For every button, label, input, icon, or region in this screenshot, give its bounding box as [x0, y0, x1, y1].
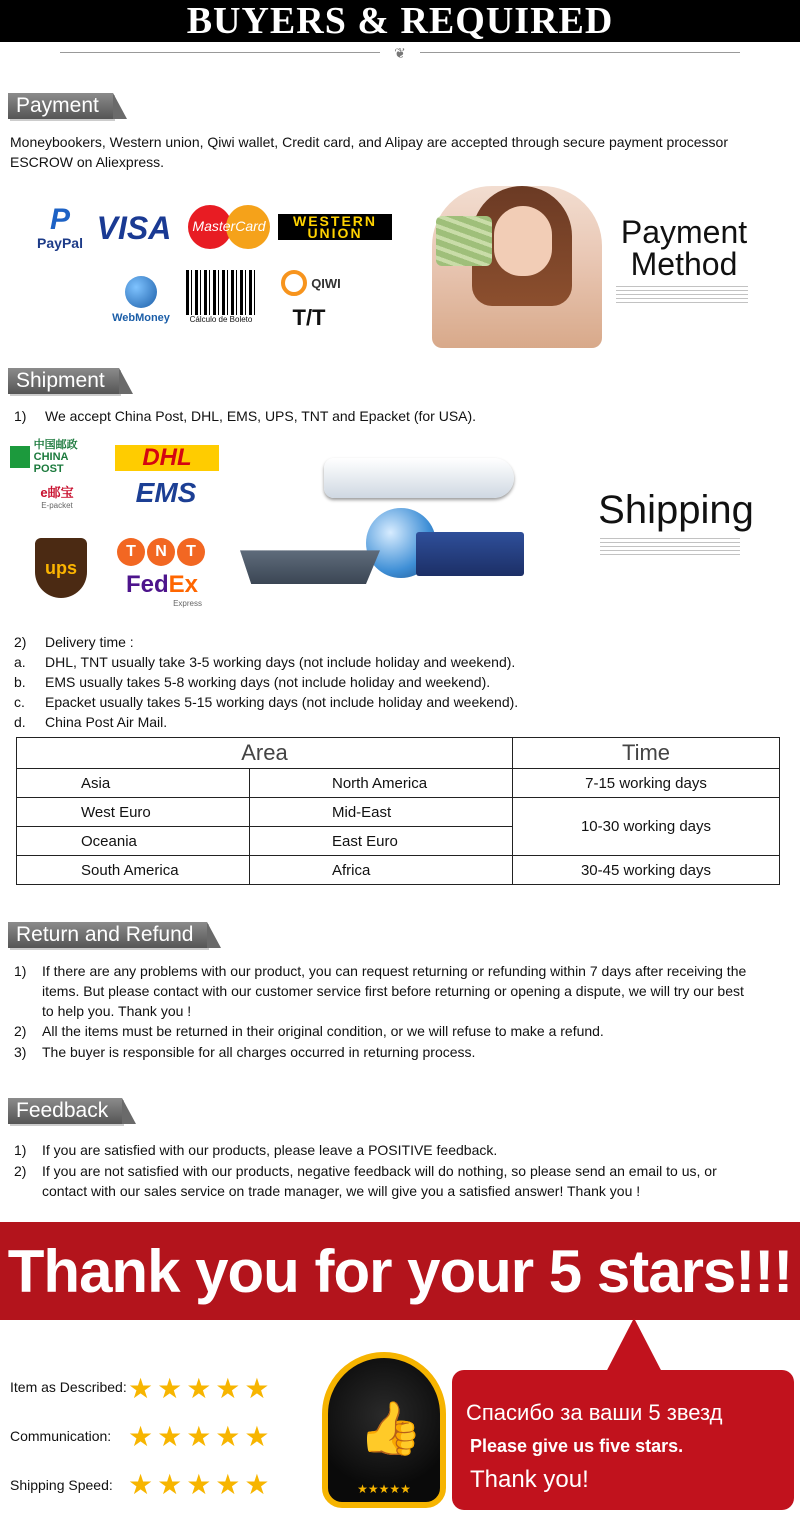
payment-text-line2: ESCROW on Aliexpress.	[10, 154, 165, 170]
refund-item-num: 1)	[14, 963, 27, 979]
refund-item-text: All the items must be returned in their original condition, or we will refuse to make a refund.	[42, 1023, 604, 1039]
feedback-item-num: 2)	[14, 1163, 27, 1179]
rating-label-communication: Communication:	[10, 1428, 112, 1444]
boleto-logo: Cálculo de Boleto	[185, 270, 257, 324]
webmoney-logo: WebMoney	[110, 272, 172, 328]
delivery-item-text: China Post Air Mail.	[45, 714, 168, 730]
delivery-item-text: DHL, TNT usually take 3-5 working days (not include holiday and weekend).	[45, 654, 516, 670]
table-cell: 10-30 working days	[513, 798, 780, 856]
airplane-icon	[324, 458, 514, 498]
shipment-item2-text: Delivery time :	[45, 634, 134, 650]
table-cell: South America	[17, 856, 250, 885]
delivery-item-label: a.	[14, 654, 26, 670]
page-title: BUYERS & REQUIRED	[186, 0, 614, 42]
delivery-item-label: d.	[14, 714, 26, 730]
payment-heading: Payment	[8, 93, 113, 119]
tt-logo: T/T	[292, 305, 326, 330]
decorative-fine-print	[616, 286, 748, 304]
table-cell: Mid-East	[250, 798, 513, 827]
decorative-fine-print	[600, 538, 740, 556]
banner-tip	[604, 1318, 664, 1376]
fedex-logo: FedEx Express	[125, 570, 202, 608]
table-cell: North America	[250, 769, 513, 798]
table-row	[17, 798, 780, 827]
refund-item-num: 3)	[14, 1044, 27, 1060]
shipping-time-table	[16, 737, 780, 885]
refund-item-num: 2)	[14, 1023, 27, 1039]
feedback-item-text: If you are not satisfied with our products, negative feedback will do nothing, so please send an email to us, or	[42, 1163, 717, 1179]
tnt-logo: T N T	[115, 536, 207, 568]
money-icon	[436, 216, 492, 266]
ornament-icon: ❦	[380, 45, 420, 61]
refund-item-text: If there are any problems with our product, you can request returning or refunding within 7 days after receiving the	[42, 963, 747, 979]
payment-text-line1: Moneybookers, Western union, Qiwi wallet, Credit card, and Alipay are accepted through secure payment processor	[10, 134, 728, 150]
table-header-area: Area	[17, 738, 513, 769]
shipment-item2-num: 2)	[14, 634, 27, 650]
refund-item-text: to help you. Thank you !	[42, 1003, 192, 1019]
globe-icon	[125, 276, 157, 308]
ups-logo: ups	[35, 538, 87, 598]
feedback-heading: Feedback	[8, 1098, 122, 1124]
rating-label-item: Item as Described:	[10, 1379, 127, 1395]
bubble-russian-text: Спасибо за ваши 5 звезд	[466, 1400, 723, 1425]
star-icon: ★★★★★	[128, 1469, 274, 1500]
table-cell: Africa	[250, 856, 513, 885]
table-row	[17, 856, 780, 885]
feedback-item-text: If you are satisfied with our products, please leave a POSITIVE feedback.	[42, 1142, 498, 1158]
shipping-scene-image	[240, 452, 526, 604]
refund-item-text: The buyer is responsible for all charges occurred in returning process.	[42, 1044, 476, 1060]
badge-stars: ★★★★★	[357, 1482, 411, 1496]
star-icon: ★★★★★	[128, 1421, 274, 1452]
woman-holding-money-image	[432, 186, 602, 348]
delivery-item-label: b.	[14, 674, 26, 690]
paypal-logo: P PayPal	[37, 203, 83, 251]
visa-logo: VISA	[96, 209, 172, 246]
banner-title: Thank you for your 5 stars!!!	[7, 1238, 793, 1305]
table-cell: 7-15 working days	[513, 769, 780, 798]
table-cell: 30-45 working days	[513, 856, 780, 885]
qiwi-circle-icon	[281, 270, 307, 296]
table-cell: Asia	[17, 769, 250, 798]
refund-item-text: items. But please contact with our customer service first before returning or opening a dispute, we will try our best	[42, 983, 744, 999]
table-cell: Oceania	[17, 827, 250, 856]
dhl-logo: DHL	[115, 445, 219, 471]
china-post-icon	[10, 446, 30, 468]
shipment-item1-num: 1)	[14, 408, 27, 424]
table-cell: East Euro	[250, 827, 513, 856]
shipment-heading: Shipment	[8, 368, 119, 394]
star-icon: ★★★★★	[128, 1373, 274, 1404]
delivery-item-text: EMS usually takes 5-8 working days (not include holiday and weekend).	[45, 674, 491, 690]
feedback-item-num: 1)	[14, 1142, 27, 1158]
table-cell: West Euro	[17, 798, 250, 827]
rating-label-shipping: Shipping Speed:	[10, 1477, 113, 1493]
delivery-item-text: Epacket usually takes 5-15 working days (not include holiday and weekend).	[45, 694, 519, 710]
mastercard-logo: MasterCard	[188, 205, 270, 249]
qiwi-logo: QIWI	[270, 266, 352, 300]
thumbs-up-icon: 👍	[358, 1400, 423, 1458]
china-post-logo: 中国邮政 CHINA POST	[10, 444, 94, 470]
shipment-item1-text: We accept China Post, DHL, EMS, UPS, TNT and Epacket (for USA).	[45, 408, 477, 424]
epacket-logo: e邮宝 E-packet	[40, 485, 74, 510]
table-row	[17, 769, 780, 798]
payment-method-title: Payment Method	[620, 214, 748, 282]
cargo-ship-icon	[240, 536, 380, 584]
thumbs-up-badge	[322, 1352, 446, 1508]
western-union-logo: WESTERN UNION	[278, 214, 392, 240]
table-header-time: Time	[513, 738, 780, 769]
feedback-item-text: contact with our sales service on trade manager, we will give you a satisfied answer! Thank you !	[42, 1183, 641, 1199]
shipping-title: Shipping	[598, 488, 754, 532]
barcode-icon	[186, 270, 256, 315]
delivery-item-label: c.	[14, 694, 25, 710]
truck-icon	[416, 532, 524, 576]
bubble-thanks-text: Thank you!	[470, 1466, 589, 1493]
ems-logo: EMS	[135, 477, 197, 508]
refund-heading: Return and Refund	[8, 922, 207, 948]
bubble-english-text: Please give us five stars.	[470, 1436, 684, 1456]
